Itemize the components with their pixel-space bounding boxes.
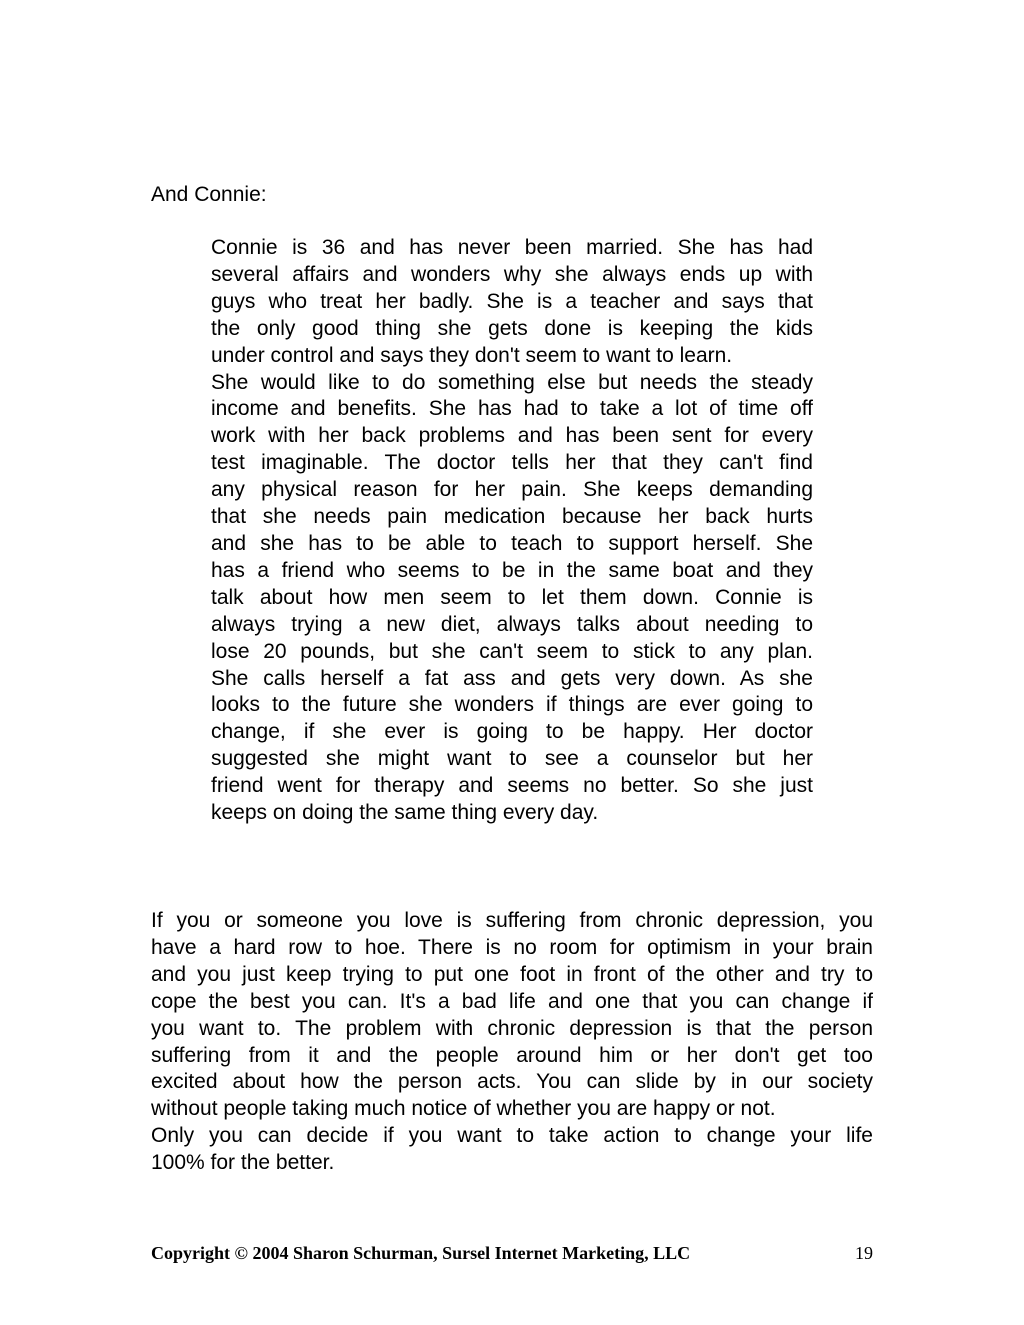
case-study-line: change, if she ever is going to be happy. Her doctor [211, 720, 813, 744]
case-study-line: work with her back problems and has been sent for every [211, 424, 813, 448]
case-study-line: friend went for therapy and seems no better. So she just [211, 774, 813, 798]
page-number: 19 [855, 1243, 873, 1263]
case-study-line: the only good thing she gets done is keeping the kids [211, 316, 813, 340]
case-study-line: She calls herself a fat ass and gets very down. As she [211, 666, 813, 690]
body-line: without people taking much notice of whether you are happy or not. [151, 1097, 776, 1121]
body-line: Only you can decide if you want to take action to change your life [151, 1124, 873, 1148]
body-line: excited about how the person acts. You can slide by in our society [151, 1070, 873, 1094]
case-study-line: keeps on doing the same thing every day. [211, 801, 599, 825]
body-line: cope the best you can. It's a bad life and one that you can change if [151, 989, 873, 1013]
case-study-line: guys who treat her badly. She is a teacher and says that [211, 289, 813, 313]
case-study-line: any physical reason for her pain. She keeps demanding [211, 478, 813, 502]
case-study-line: and she has to be able to teach to support herself. She [211, 531, 813, 555]
intro-line: And Connie: [151, 183, 267, 206]
body-line: you want to. The problem with chronic depression is that the person [151, 1016, 873, 1040]
case-study-line: lose 20 pounds, but she can't seem to stick to any plan. [211, 639, 813, 663]
body-line: If you or someone you love is suffering from chronic depression, you [151, 909, 873, 932]
case-study-line: income and benefits. She has had to take a lot of time off [211, 397, 813, 421]
case-study-line: several affairs and wonders why she always ends up with [211, 262, 813, 286]
case-study-line: test imaginable. The doctor tells her that they can't find [211, 451, 813, 475]
case-study-block [211, 235, 813, 827]
body-line: and you just keep trying to put one foot in front of the other and try to [151, 962, 873, 986]
case-study-line: talk about how men seem to let them down. Connie is [211, 585, 813, 609]
footer-copyright: Copyright © 2004 Sharon Schurman, Sursel Internet Marketing, LLC [151, 1243, 691, 1263]
case-study-line: suggested she might want to see a counselor but her [211, 747, 813, 771]
case-study-line: always trying a new diet, always talks about needing to [211, 612, 813, 636]
body-line: suffering from it and the people around him or her don't get too [151, 1043, 873, 1067]
body-line: 100% for the better. [151, 1151, 335, 1175]
case-study-line: that she needs pain medication because her back hurts [211, 505, 813, 529]
case-study-line: Connie is 36 and has never been married. She has had [211, 236, 813, 259]
body-line: have a hard row to hoe. There is no room for optimism in your brain [151, 935, 873, 959]
case-study-line: looks to the future she wonders if things are ever going to [211, 693, 813, 717]
body-paragraph [151, 908, 873, 1177]
case-study-line: has a friend who seems to be in the same boat and they [211, 558, 813, 582]
case-study-line: She would like to do something else but needs the steady [211, 370, 813, 394]
case-study-line: under control and says they don't seem to want to learn. [211, 343, 733, 367]
